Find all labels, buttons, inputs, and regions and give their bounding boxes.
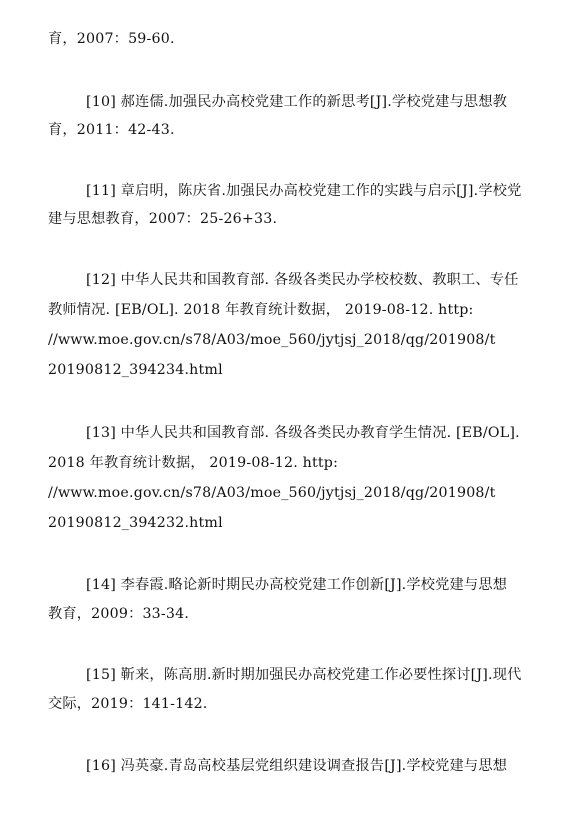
- reference-15-line-2: 交际，2019：141-142.: [48, 696, 208, 712]
- reference-12-line-3: //www.moe.gov.cn/s78/A03/moe_560/jytjsj_2018/qg/201908/t: [48, 332, 496, 348]
- reference-11-line-2: 建与思想教育，2007：25-26+33.: [48, 211, 278, 227]
- reference-16-line-1: [16] 冯英豪.青岛高校基层党组织建设调查报告[J].学校党建与思想: [86, 758, 508, 774]
- reference-15-line-1: [15] 靳来，陈高朋.新时期加强民办高校党建工作必要性探讨[J].现代: [86, 667, 522, 683]
- reference-13-line-3: //www.moe.gov.cn/s78/A03/moe_560/jytjsj_2018/qg/201908/t: [48, 485, 496, 501]
- reference-10-line-1: [10] 郝连儒.加强民办高校党建工作的新思考[J].学校党建与思想教: [86, 94, 508, 110]
- reference-13-line-4: 20190812_394232.html: [48, 515, 223, 531]
- reference-14-line-2: 教育，2009：33-34.: [48, 606, 190, 622]
- reference-11-line-1: [11] 章启明，陈庆省.加强民办高校党建工作的实践与启示[J].学校党: [86, 183, 522, 199]
- reference-12-line-2: 教师情况. [EB/OL]. 2018 年教育统计数据， 2019-08-12. http:: [48, 302, 474, 318]
- reference-9-line-2: 育，2007：59-60.: [48, 31, 175, 47]
- reference-12-line-4: 20190812_394234.html: [48, 362, 223, 378]
- reference-10-line-2: 育，2011：42-43.: [48, 122, 175, 138]
- reference-13-line-2: 2018 年教育统计数据， 2019-08-12. http:: [48, 455, 339, 471]
- reference-12-line-1: [12] 中华人民共和国教育部. 各级各类民办学校校数、教职工、专任: [86, 272, 519, 288]
- reference-14-line-1: [14] 李春霞.略论新时期民办高校党建工作创新[J].学校党建与思想: [86, 577, 508, 593]
- reference-13-line-1: [13] 中华人民共和国教育部. 各级各类民办教育学生情况. [EB/OL].: [86, 425, 520, 441]
